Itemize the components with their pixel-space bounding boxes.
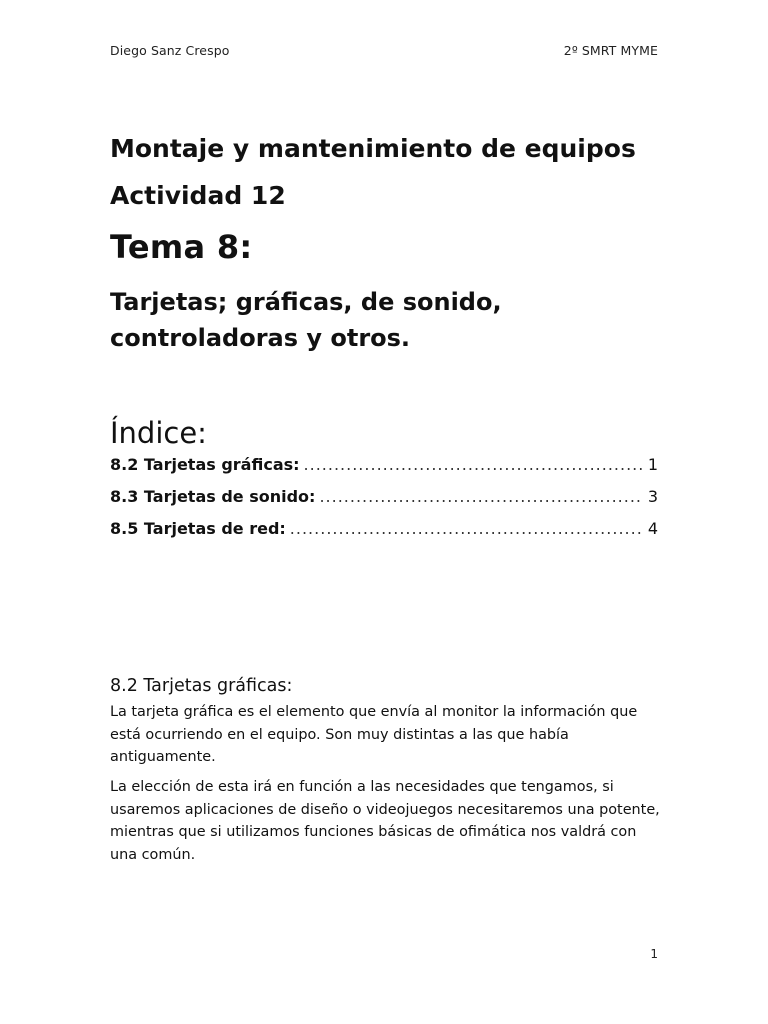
- topic-title: Tema 8:: [110, 228, 253, 266]
- toc-dot-leader: [304, 455, 642, 474]
- toc-entry-page: 1: [647, 455, 658, 474]
- toc-dot-leader: [319, 487, 641, 506]
- topic-subtitle: Tarjetas; gráficas, de sonido, controladoras y otros.: [110, 288, 502, 352]
- toc-entry-label: 8.3 Tarjetas de sonido:: [110, 487, 316, 506]
- section-paragraph: La tarjeta gráfica es el elemento que envía al monitor la información que está ocurriendo en el equipo. Son muy distintas a las que había antiguamente.: [110, 704, 638, 765]
- toc-entry-page: 3: [647, 487, 658, 506]
- index-heading: Índice:: [110, 416, 207, 450]
- table-of-contents: [110, 455, 658, 551]
- activity-title: Actividad 12: [110, 181, 286, 210]
- toc-entry-graficas[interactable]: [110, 455, 658, 487]
- toc-entry-page: 4: [647, 519, 658, 538]
- toc-entry-label: 8.2 Tarjetas gráficas:: [110, 455, 300, 474]
- page-number: 1: [650, 947, 658, 961]
- header-course-code: 2º SMRT MYME: [563, 43, 658, 58]
- toc-entry-red[interactable]: [110, 519, 658, 551]
- header-author: Diego Sanz Crespo: [110, 43, 230, 58]
- section-paragraph: La elección de esta irá en función a las necesidades que tengamos, si usaremos aplicaciones de diseño o videojuegos necesitaremos una potente, mientras que si utilizamos funciones básicas de ofimática nos valdrá con una común.: [110, 779, 660, 863]
- toc-entry-sonido[interactable]: [110, 487, 658, 519]
- toc-dot-leader: [290, 519, 642, 538]
- course-title: Montaje y mantenimiento de equipos: [110, 134, 636, 163]
- toc-entry-label: 8.5 Tarjetas de red:: [110, 519, 286, 538]
- section-heading: 8.2 Tarjetas gráficas:: [110, 676, 293, 696]
